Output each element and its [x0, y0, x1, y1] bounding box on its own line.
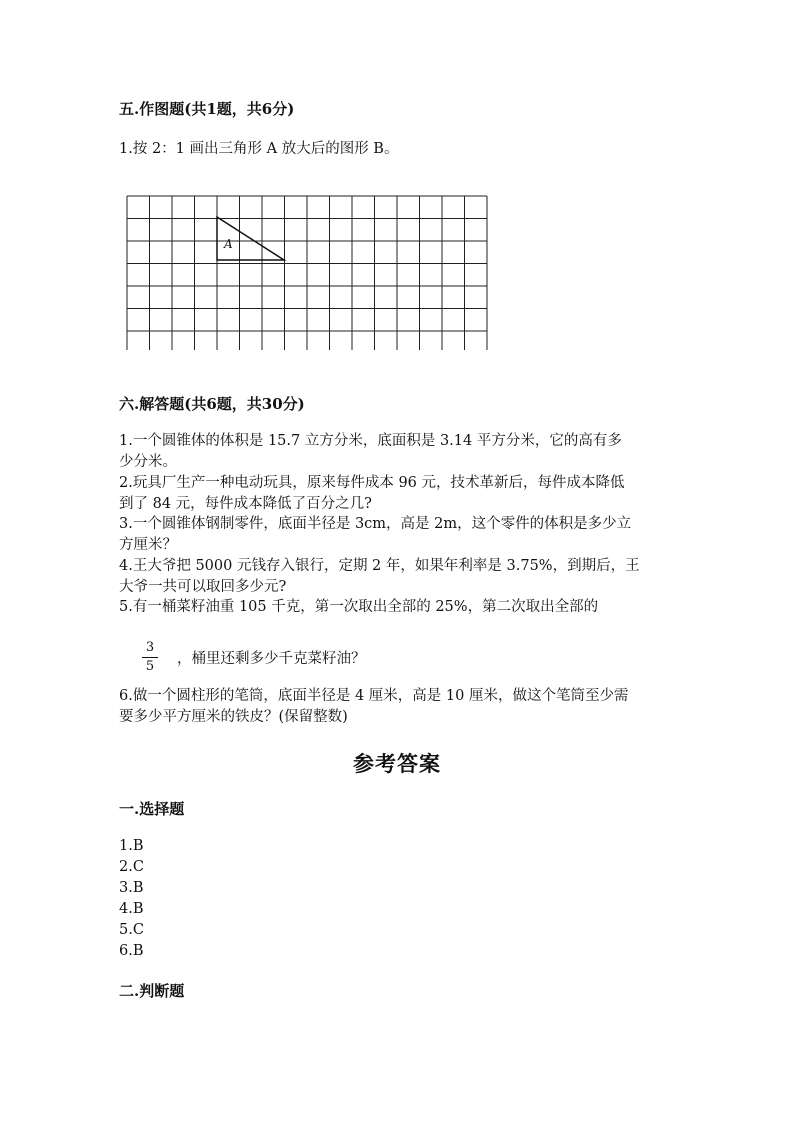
question-1-line-1: 1.一个圆锥体的体积是 15.7 立方分米，底面积是 3.14 平方分米，它的高有多	[119, 433, 622, 449]
section6-heading: 六.解答题(共6题，共30分)	[119, 395, 305, 413]
fraction-denominator: 5	[145, 659, 155, 674]
answer-item: 6.B	[119, 943, 144, 959]
question-4-line-2: 大爷一共可以取回多少元?	[119, 579, 287, 595]
question-5	[119, 597, 679, 618]
drawing-grid	[124, 194, 492, 350]
fraction-three-fifths	[140, 640, 160, 675]
question-3-line-1: 3.一个圆锥体钢制零件，底面半径是 3cm，高是 2m，这个零件的体积是多少立	[119, 516, 632, 532]
section5-heading: 五.作图题(共1题，共6分)	[119, 100, 295, 118]
section5-question: 1.按 2：1 画出三角形 A 放大后的图形 B。	[119, 141, 399, 157]
answer-item: 3.B	[119, 880, 144, 896]
question-5-line-2: ，桶里还剩多少千克菜籽油？	[177, 651, 366, 667]
answer-item: 4.B	[119, 901, 144, 917]
question-6-line-1: 6.做一个圆柱形的笔筒，底面半径是 4 厘米，高是 10 厘米，做这个笔筒至少需	[119, 688, 629, 704]
question-1-line-2: 少分米。	[119, 454, 177, 470]
question-2	[119, 473, 679, 515]
question-3-line-2: 方厘米？	[119, 537, 177, 553]
question-4	[119, 556, 679, 598]
answer-item: 2.C	[119, 859, 144, 875]
question-3	[119, 514, 679, 556]
question-1	[119, 431, 679, 473]
answers-part1-list	[119, 836, 144, 962]
answers-part1-heading: 一.选择题	[119, 800, 185, 818]
fraction-numerator: 3	[145, 640, 155, 655]
answers-part2-heading: 二.判断题	[119, 982, 185, 1000]
question-6-line-2: 要多少平方厘米的铁皮？(保留整数)	[119, 709, 348, 725]
question-5-line-1: 5.有一桶菜籽油重 105 千克，第一次取出全部的 25%，第二次取出全部的	[119, 599, 599, 615]
answers-title: 参考答案	[353, 751, 441, 776]
question-6	[119, 686, 679, 728]
answer-item: 1.B	[119, 838, 144, 854]
question-2-line-1: 2.玩具厂生产一种电动玩具，原来每件成本 96 元，技术革新后，每件成本降低	[119, 475, 625, 491]
answer-item: 5.C	[119, 922, 144, 938]
fraction-bar	[142, 657, 158, 658]
triangle-a-label: A	[224, 237, 233, 251]
question-2-line-2: 到了 84 元，每件成本降低了百分之几?	[119, 496, 372, 512]
question-4-line-1: 4.王大爷把 5000 元钱存入银行，定期 2 年，如果年利率是 3.75%，到期后，王	[119, 558, 640, 574]
